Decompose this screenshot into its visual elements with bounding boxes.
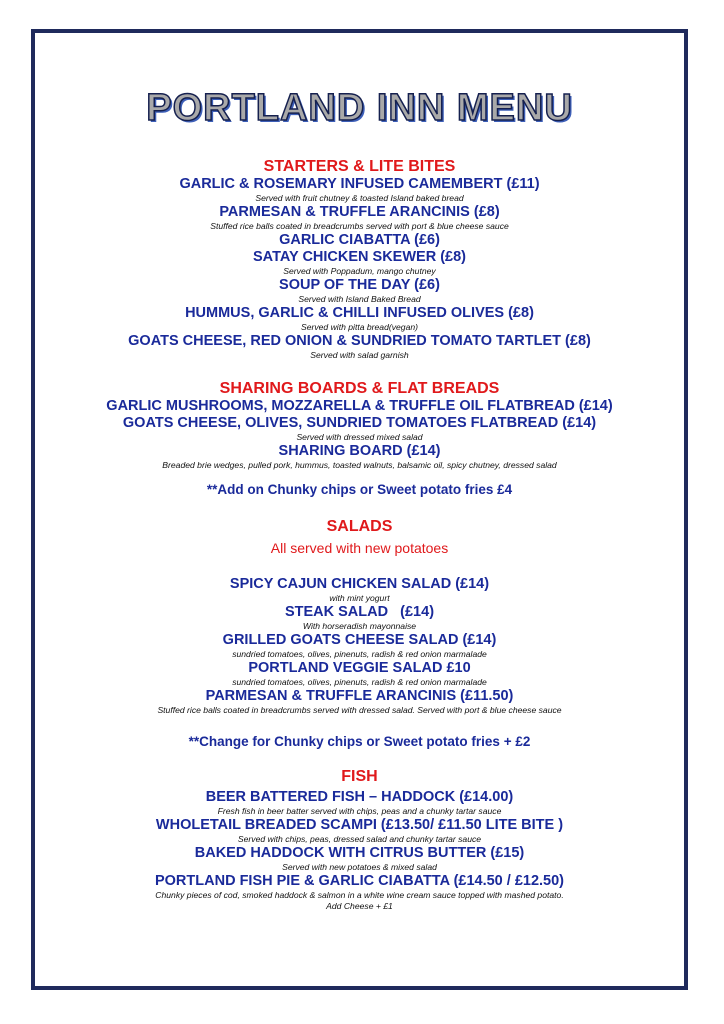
page-title: PORTLAND INN MENU [146,87,573,129]
section-heading-salads: SALADS [326,518,393,535]
menu-item: BEER BATTERED FISH – HADDOCK (£14.00) [205,789,514,805]
menu-item: PORTLAND FISH PIE & GARLIC CIABATTA (£14.50 / £12.50) [154,873,565,889]
menu-item: PARMESAN & TRUFFLE ARANCINIS (£11.50) [205,688,514,704]
menu-item: BAKED HADDOCK WITH CITRUS BUTTER (£15) [194,845,525,861]
menu-item: SHARING BOARD (£14) [278,443,441,459]
menu-content [31,29,688,912]
item-description: Fresh fish in beer batter served with chips, peas and a chunky tartar sauce [217,806,502,816]
item-description: sundried tomatoes, olives, pinenuts, radish & red onion marmalade [232,649,487,659]
menu-item: GARLIC MUSHROOMS, MOZZARELLA & TRUFFLE OIL FLATBREAD (£14) [106,398,613,414]
item-description: sundried tomatoes, olives, pinenuts, radish & red onion marmalade [232,677,487,687]
section-heading-starters: STARTERS & LITE BITES [263,158,456,175]
item-description-extra: Add Cheese + £1 [326,901,393,911]
menu-item: STEAK SALAD (£14) [284,604,435,620]
menu-item: SATAY CHICKEN SKEWER (£8) [253,249,466,265]
item-description: Served with pitta bread(vegan) [300,322,419,332]
item-description: Served with Island Baked Bread [298,294,421,304]
menu-item: GOATS CHEESE, RED ONION & SUNDRIED TOMATO TARTLET (£8) [128,333,591,349]
item-description: With horseradish mayonnaise [302,621,417,631]
item-description: Served with dressed mixed salad [296,432,423,442]
item-description: Served with chips, peas, dressed salad and chunky tartar sauce [237,834,482,844]
menu-item: PARMESAN & TRUFFLE ARANCINIS (£8) [219,204,500,220]
item-description: Stuffed rice balls coated in breadcrumbs served with dressed salad. Served with port & blue cheese sauce [157,705,562,715]
salads-note: **Change for Chunky chips or Sweet potato fries + £2 [188,734,531,749]
item-description: Stuffed rice balls coated in breadcrumbs served with port & blue cheese sauce [210,221,509,231]
item-description: Served with fruit chutney & toasted Island baked bread [255,193,464,203]
item-description: with mint yogurt [329,593,390,603]
item-description: Served with salad garnish [310,350,409,360]
item-description: Served with new potatoes & mixed salad [282,862,437,872]
menu-item: GOATS CHEESE, OLIVES, SUNDRIED TOMATOES FLATBREAD (£14) [122,415,597,431]
sharing-note: **Add on Chunky chips or Sweet potato fries £4 [206,482,513,497]
menu-item: GARLIC CIABATTA (£6) [279,232,440,248]
menu-item: GARLIC & ROSEMARY INFUSED CAMEMBERT (£11) [179,176,540,192]
menu-item: WHOLETAIL BREADED SCAMPI (£13.50/ £11.50 LITE BITE ) [155,817,564,833]
item-description: Served with Poppadum, mango chutney [283,266,436,276]
menu-item: SPICY CAJUN CHICKEN SALAD (£14) [229,576,490,592]
menu-item: GRILLED GOATS CHEESE SALAD (£14) [222,632,497,648]
section-heading-fish: FISH [341,768,378,785]
item-description: Breaded brie wedges, pulled pork, hummus, toasted walnuts, balsamic oil, spicy chutney, dressed salad [162,460,557,470]
section-heading-sharing: SHARING BOARDS & FLAT BREADS [219,380,500,397]
menu-item: PORTLAND VEGGIE SALAD £10 [248,660,471,676]
menu-item: HUMMUS, GARLIC & CHILLI INFUSED OLIVES (£8) [185,305,534,321]
salads-subheading: All served with new potatoes [270,540,449,556]
item-description: Chunky pieces of cod, smoked haddock & salmon in a white wine cream sauce topped with mashed potato. [155,890,564,900]
menu-item: SOUP OF THE DAY (£6) [279,277,440,293]
